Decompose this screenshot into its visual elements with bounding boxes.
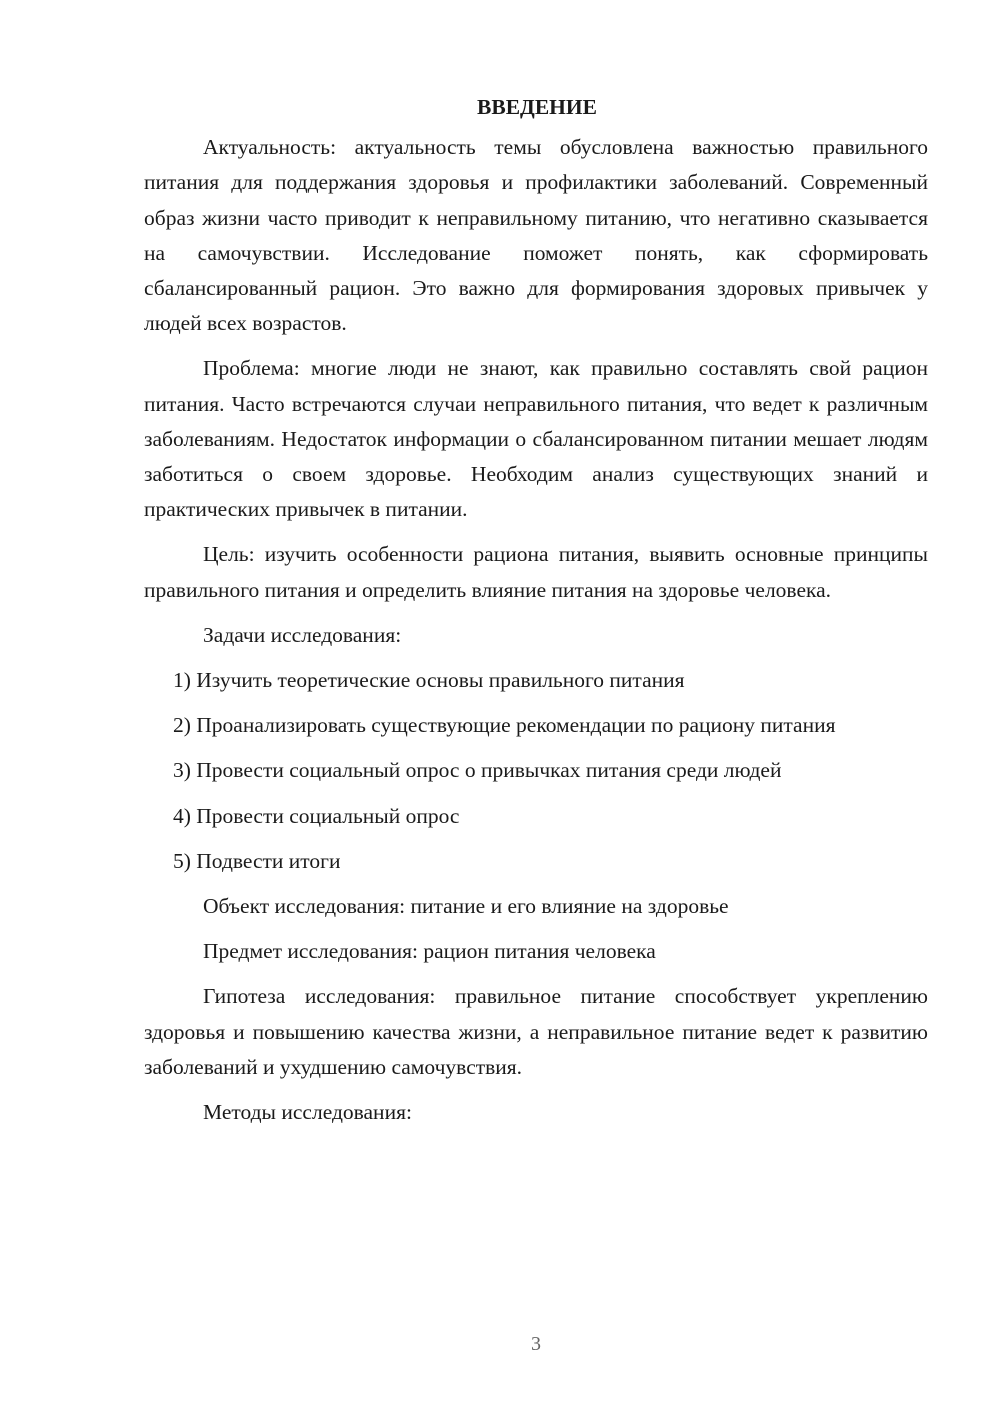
subject-paragraph: Предмет исследования: рацион питания человека [203,939,656,964]
goal-paragraph: Цель: изучить особенности рациона питания, выявить основные принципы правильного питания и определить влияние питания на здоровье человека. [144,542,928,602]
document-body [144,90,928,1140]
task-item: 5) Подвести итоги [173,848,341,873]
task-item: 4) Провести социальный опрос [173,803,460,828]
relevance-paragraph: Актуальность: актуальность темы обусловлена важностью правильного питания для поддержания здоровья и профилактики заболеваний. Современный образ жизни часто приводит к неправильному питанию, что негативно сказывается на самочувствии. Исследование поможет понять, как сформировать сбалансированный рацион. Это важно для формирования здоровых привычек у людей всех возрастов. [144,135,928,336]
task-item: 3) Провести социальный опрос о привычках питания среди людей [173,758,782,783]
problem-paragraph: Проблема: многие люди не знают, как правильно составлять свой рацион питания. Часто встречаются случаи неправильного питания, что ведет к различным заболеваниям. Недостаток информации о сбалансированном питании мешает людям заботиться о своем здоровье. Необходим анализ существующих знаний и практических привычек в питании. [144,356,928,522]
section-title: ВВЕДЕНИЕ [477,95,597,119]
page-number: 3 [531,1333,541,1355]
task-item: 2) Проанализировать существующие рекомендации по рациону питания [173,713,836,738]
methods-heading: Методы исследования: [203,1100,412,1125]
hypothesis-paragraph: Гипотеза исследования: правильное питание способствует укреплению здоровья и повышению качества жизни, а неправильное питание ведет к развитию заболеваний и ухудшению самочувствия. [144,984,928,1079]
task-item: 1) Изучить теоретические основы правильного питания [173,668,685,693]
tasks-heading: Задачи исследования: [203,622,402,647]
object-paragraph: Объект исследования: питание и его влияние на здоровье [203,894,729,919]
